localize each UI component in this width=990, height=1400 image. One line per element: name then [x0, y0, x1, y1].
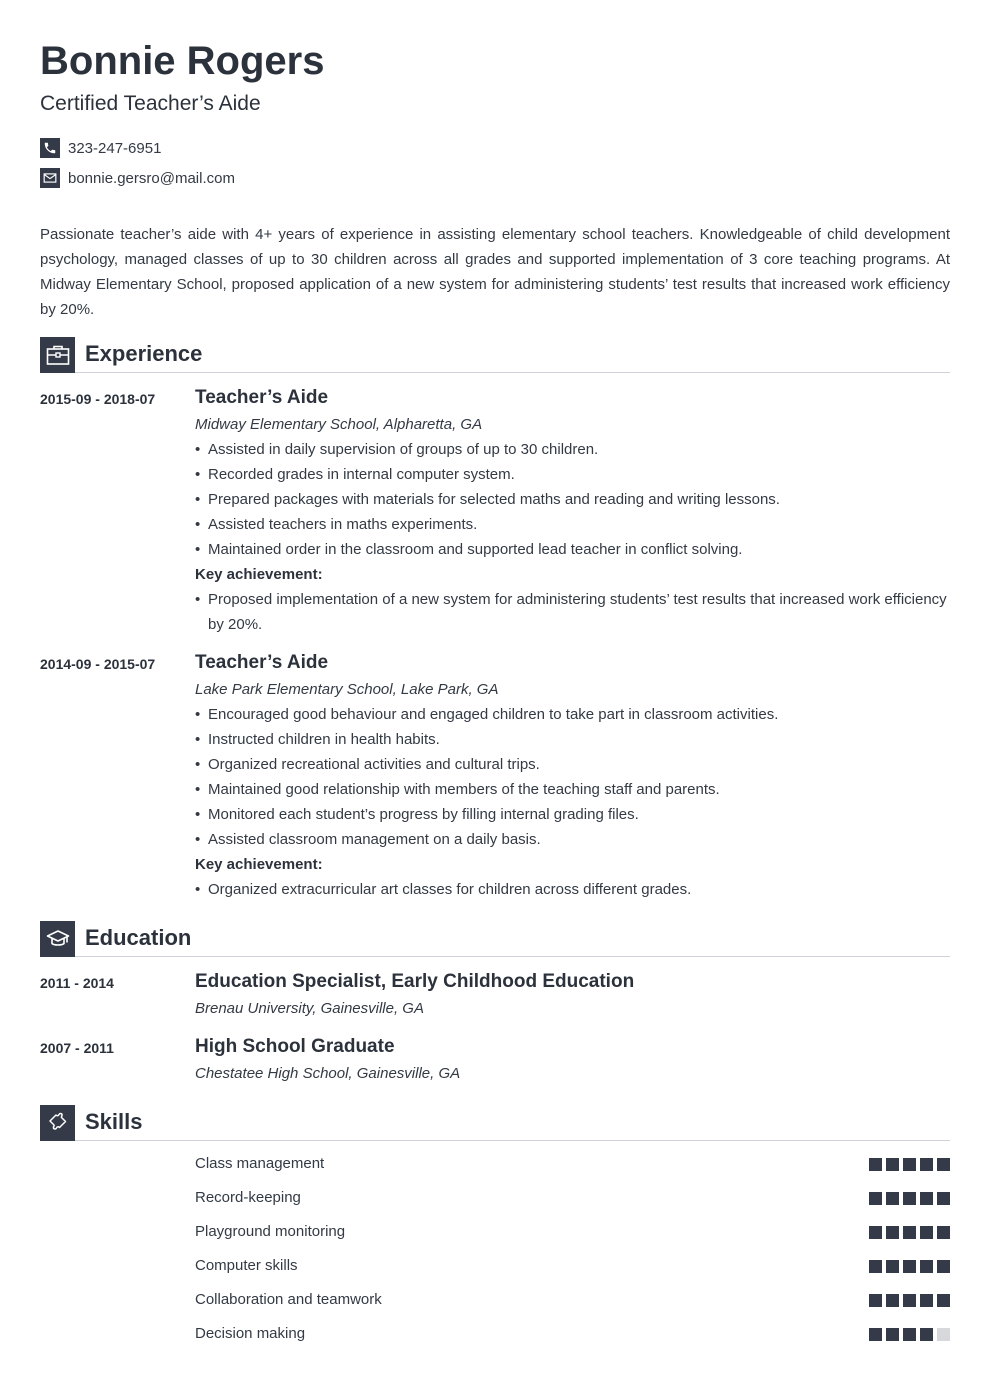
email-link[interactable]: bonnie.gersro@mail.com: [68, 169, 235, 187]
skill-level: [865, 1260, 950, 1273]
education-entry: [195, 971, 950, 1021]
job-entry: [195, 387, 950, 637]
skill-level-square: [886, 1294, 899, 1307]
achievements-list: [195, 587, 950, 637]
degree-title: High School Graduate: [195, 1036, 395, 1057]
list-item: • Maintained order in the classroom and supported lead teacher in conflict solving.: [195, 537, 950, 562]
skill-name: Class management: [195, 1155, 325, 1172]
skill-level-square: [920, 1226, 933, 1239]
skill-name: Collaboration and teamwork: [195, 1291, 382, 1308]
skill-level-square: [937, 1226, 950, 1239]
skill-level-square: [937, 1192, 950, 1205]
job-employer: Midway Elementary School, Alpharetta, GA: [195, 416, 483, 433]
skill-level-square: [886, 1260, 899, 1273]
skill-row: [195, 1290, 950, 1310]
skill-level-square: [937, 1260, 950, 1273]
skill-row: [195, 1256, 950, 1276]
skill-level: [865, 1328, 950, 1341]
skill-name: Record-keeping: [195, 1189, 301, 1206]
skill-row: [195, 1188, 950, 1208]
section-divider: [75, 956, 950, 957]
skill-level: [865, 1226, 950, 1239]
job-dates: 2014-09 - 2015-07: [40, 656, 156, 672]
skill-level-square: [903, 1328, 916, 1341]
experience-heading: Experience: [85, 341, 203, 366]
key-achievement-label: Key achievement:: [195, 856, 323, 873]
experience-section-header: [40, 337, 950, 373]
envelope-icon: [40, 168, 60, 188]
skills-section-header: [40, 1105, 950, 1141]
skill-level: [865, 1158, 950, 1171]
education-dates: 2011 - 2014: [40, 975, 114, 991]
job-duties-list: [195, 702, 950, 852]
list-item: • Proposed implementation of a new system for administering students’ test results that increased work efficiency by 20%.: [195, 587, 950, 637]
job-duties-list: [195, 437, 950, 562]
key-achievement-label: Key achievement:: [195, 566, 323, 583]
puzzle-icon: [40, 1105, 75, 1141]
skill-level-square: [920, 1328, 933, 1341]
skill-name: Decision making: [195, 1325, 306, 1342]
list-item: • Recorded grades in internal computer system.: [195, 462, 950, 487]
phone-icon: [40, 138, 60, 158]
skill-level-square: [903, 1226, 916, 1239]
skill-level-square: [886, 1226, 899, 1239]
list-item: • Organized extracurricular art classes for children across different grades.: [195, 877, 950, 902]
list-item: • Encouraged good behaviour and engaged children to take part in classroom activities.: [195, 702, 950, 727]
list-item: • Monitored each student’s progress by filling internal grading files.: [195, 802, 950, 827]
skill-level-square: [903, 1158, 916, 1171]
skill-level-square: [920, 1260, 933, 1273]
skill-level-square: [869, 1158, 882, 1171]
school-name: Chestatee High School, Gainesville, GA: [195, 1065, 461, 1082]
education-dates: 2007 - 2011: [40, 1040, 114, 1056]
skill-name: Computer skills: [195, 1257, 298, 1274]
skill-level-square: [903, 1192, 916, 1205]
skill-level: [865, 1294, 950, 1307]
list-item: • Organized recreational activities and cultural trips.: [195, 752, 950, 777]
list-item: • Assisted teachers in maths experiments.: [195, 512, 950, 537]
skill-level-square: [869, 1192, 882, 1205]
list-item: • Prepared packages with materials for selected maths and reading and writing lessons.: [195, 487, 950, 512]
skill-level-square: [886, 1158, 899, 1171]
skill-level-square: [903, 1260, 916, 1273]
skill-name: Playground monitoring: [195, 1223, 346, 1240]
job-dates: 2015-09 - 2018-07: [40, 391, 156, 407]
list-item: • Instructed children in health habits.: [195, 727, 950, 752]
contact-phone: [40, 138, 161, 158]
skill-row: [195, 1324, 950, 1344]
contact-email: [40, 168, 235, 188]
skill-level-square: [903, 1294, 916, 1307]
school-name: Brenau University, Gainesville, GA: [195, 1000, 424, 1017]
skill-level-square: [886, 1328, 899, 1341]
education-entry: [195, 1036, 950, 1086]
job-title: Teacher’s Aide: [195, 652, 329, 673]
education-section-header: [40, 921, 950, 957]
skill-level-square: [937, 1158, 950, 1171]
job-title: Teacher’s Aide: [195, 387, 329, 408]
job-employer: Lake Park Elementary School, Lake Park, GA: [195, 681, 499, 698]
section-divider: [75, 1140, 950, 1141]
skill-level-square: [920, 1192, 933, 1205]
profile-summary: Passionate teacher’s aide with 4+ years of experience in assisting elementary school teachers. Knowledgeable of child development psychology, managed classes of up to 30 children across all grades and supported implementation of 3 core teaching programs. At Midway Elementary School, proposed application of a new system for administering students’ test results that increased work efficiency by 20%.: [40, 226, 950, 318]
section-divider: [75, 372, 950, 373]
skill-level-square: [937, 1294, 950, 1307]
skill-level-square: [869, 1328, 882, 1341]
list-item: • Maintained good relationship with members of the teaching staff and parents.: [195, 777, 950, 802]
degree-title: Education Specialist, Early Childhood Education: [195, 971, 635, 992]
candidate-title: Certified Teacher’s Aide: [40, 92, 261, 115]
phone-text[interactable]: 323-247-6951: [68, 139, 162, 157]
graduation-cap-icon: [40, 921, 75, 957]
skill-row: [195, 1154, 950, 1174]
skill-level-square: [869, 1226, 882, 1239]
skill-level-square: [920, 1294, 933, 1307]
skills-heading: Skills: [85, 1109, 143, 1134]
job-entry: [195, 652, 950, 902]
candidate-name: Bonnie Rogers: [40, 39, 325, 83]
briefcase-icon: [40, 337, 75, 373]
skill-level-square: [920, 1158, 933, 1171]
skill-level-square: [869, 1294, 882, 1307]
skill-row: [195, 1222, 950, 1242]
skill-level-square: [886, 1192, 899, 1205]
list-item: • Assisted classroom management on a daily basis.: [195, 827, 950, 852]
achievements-list: [195, 877, 950, 902]
list-item: • Assisted in daily supervision of groups of up to 30 children.: [195, 437, 950, 462]
skill-level-square: [869, 1260, 882, 1273]
skill-level-square: [937, 1328, 950, 1341]
education-heading: Education: [85, 925, 192, 950]
skill-level: [865, 1192, 950, 1205]
